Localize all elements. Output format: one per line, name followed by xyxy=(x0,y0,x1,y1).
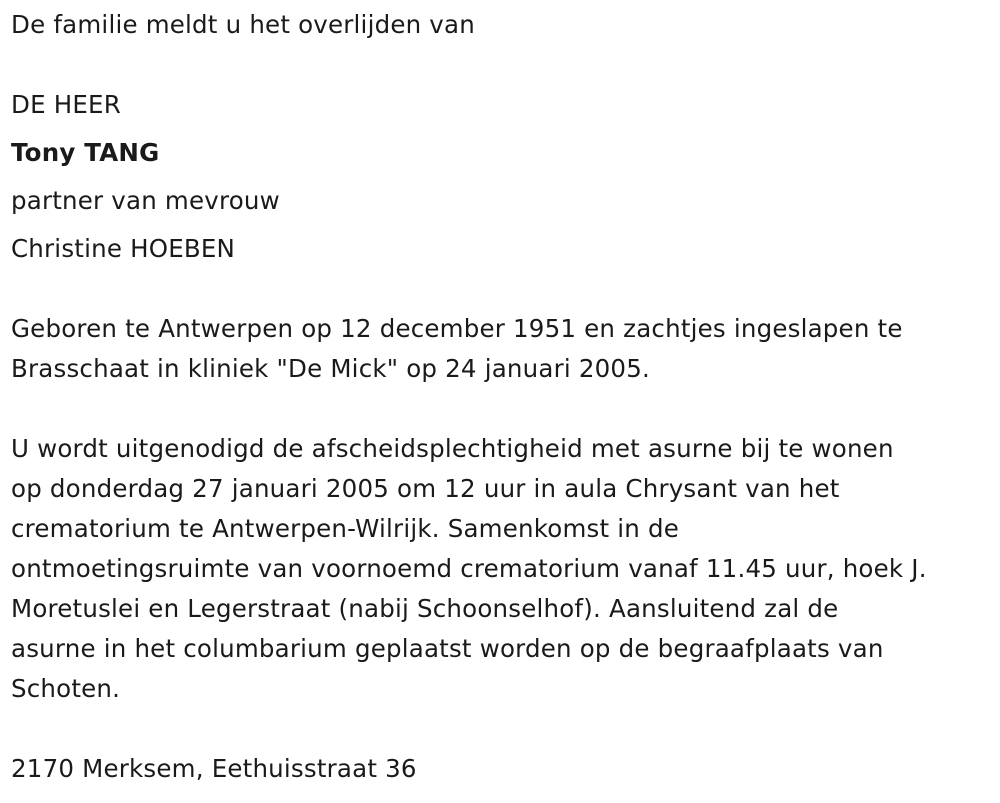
birth-line: Brasschaat in kliniek "De Mick" op 24 januari 2005. xyxy=(11,354,650,383)
ceremony-line: crematorium te Antwerpen-Wilrijk. Samenkomst in de xyxy=(11,514,680,543)
ceremony-line: Schoten. xyxy=(11,674,121,703)
honorific: DE HEER xyxy=(11,90,121,119)
ceremony-line: asurne in het columbarium geplaatst worden op de begraafplaats van xyxy=(11,634,884,663)
deceased-name: Tony TANG xyxy=(11,138,160,167)
birth-line: Geboren te Antwerpen op 12 december 1951 en zachtjes ingeslapen te xyxy=(11,314,903,343)
ceremony-line: Moretuslei en Legerstraat (nabij Schoonselhof). Aansluitend zal de xyxy=(11,594,839,623)
partner-name: Christine HOEBEN xyxy=(11,234,236,263)
ceremony-line: U wordt uitgenodigd de afscheidsplechtigheid met asurne bij te wonen xyxy=(11,434,894,463)
ceremony-line: ontmoetingsruimte van voornoemd crematorium vanaf 11.45 uur, hoek J. xyxy=(11,554,927,583)
partner-label: partner van mevrouw xyxy=(11,186,280,215)
address: 2170 Merksem, Eethuisstraat 36 xyxy=(11,754,417,783)
ceremony-line: op donderdag 27 januari 2005 om 12 uur in aula Chrysant van het xyxy=(11,474,840,503)
intro-text: De familie meldt u het overlijden van xyxy=(11,10,475,39)
